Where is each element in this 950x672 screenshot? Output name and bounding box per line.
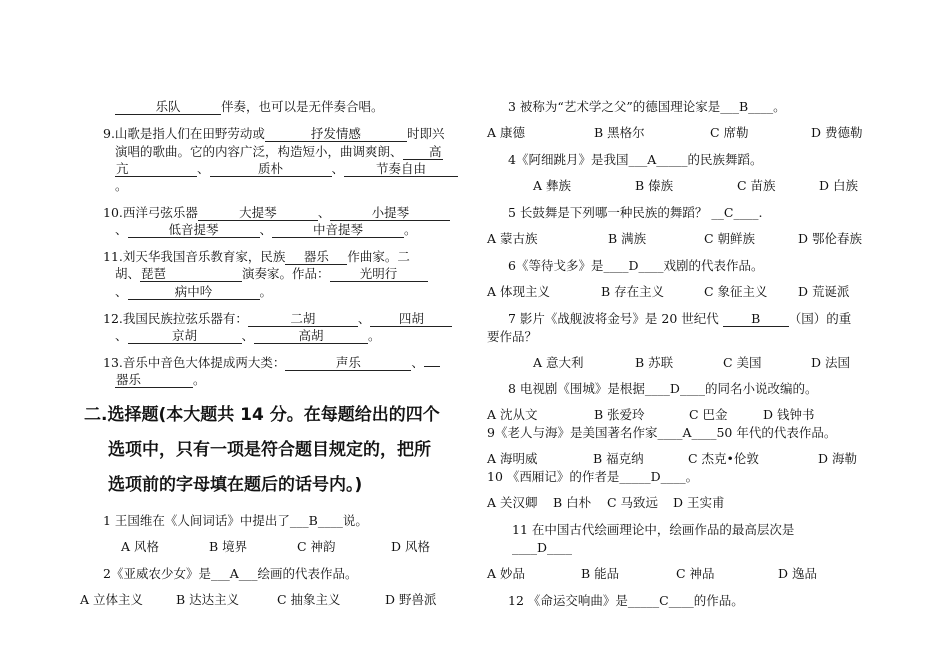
choice-question-8: 8 电视剧《围城》是根据____D____的同名小说改编的。 <box>508 381 818 396</box>
answer-blank: 中音提琴 <box>272 223 404 238</box>
option-c: C 神品 <box>676 566 715 581</box>
question-9-line-2 <box>115 144 443 160</box>
option-b: B 能品 <box>581 566 620 581</box>
choice-options-3 <box>487 125 863 141</box>
answer-blank: 大提琴 <box>198 206 318 221</box>
question-10-line-2 <box>115 222 417 238</box>
question-text: 12.我国民族拉弦乐器有： <box>103 311 248 326</box>
option-d: D 风格 <box>391 539 430 554</box>
section-heading-line-1: 二.选择题(本大题共 14 分。在每题给出的四个 <box>84 405 440 425</box>
question-text: 7 影片《战舰波将金号》是 20 世纪代 <box>508 311 719 326</box>
option-a: A 体现主义 <box>487 284 551 299</box>
question-text: 9.山歌是指人们在田野劳动或 <box>103 126 265 141</box>
question-13-line-1 <box>103 355 440 371</box>
choice-options-11 <box>487 566 817 582</box>
option-c: C 苗族 <box>737 178 776 193</box>
answer-blank: 京胡 <box>128 329 242 344</box>
option-d: D 王实甫 <box>673 495 725 510</box>
section-heading-line-2: 选项中，只有一项是符合题目规定的，把所 <box>108 440 431 460</box>
answer-blank: 高 <box>403 145 443 160</box>
choice-options-4 <box>533 178 858 194</box>
option-a: A 妙品 <box>487 566 526 581</box>
choice-question-9: 9《老人与海》是美国著名作家____A____50 年代的代表作品。 <box>487 425 837 440</box>
choice-options-8 <box>487 407 815 423</box>
question-13-line-2 <box>115 372 206 388</box>
separator: 、 <box>115 284 128 299</box>
section-heading-line-3: 选项前的字母填在题后的话号内。) <box>108 475 363 495</box>
question-9-line-1 <box>103 126 444 142</box>
separator: 、 <box>331 161 345 176</box>
answer-blank: 抒发情感 <box>265 127 407 142</box>
answer-blank: 乐队 <box>115 100 221 115</box>
question-text: 胡、 <box>115 266 141 281</box>
choice-question-4: 4《阿细跳月》是我国___A_____的民族舞蹈。 <box>508 152 763 167</box>
option-a: A 立体主义 <box>80 592 144 607</box>
choice-question-7-line-2: 要作品？ <box>487 329 538 344</box>
answer-blank: 器乐 <box>115 373 193 388</box>
answer-blank: 亢 <box>115 162 197 177</box>
choice-options-2 <box>80 592 437 608</box>
answer-blank: 病中吟 <box>128 285 260 300</box>
question-text: 13.音乐中音色大体提成两大类： <box>103 355 286 370</box>
question-11-line-1 <box>103 249 410 265</box>
option-b: B 境界 <box>209 539 248 554</box>
option-a: A 意大利 <box>533 355 584 370</box>
choice-options-6 <box>487 284 850 300</box>
option-c: C 美国 <box>723 355 762 370</box>
option-c: C 神韵 <box>297 539 336 554</box>
question-text: 时即兴 <box>406 126 445 141</box>
answer-blank: 二胡 <box>248 312 358 327</box>
answer-blank: 琵琶 <box>140 267 242 282</box>
choice-question-11-line-1: 11 在中国古代绘画理论中，绘画作品的最高层次是 <box>512 522 795 537</box>
option-a: A 海明威 <box>487 451 538 466</box>
option-a: A 彝族 <box>533 178 572 193</box>
answer-blank: 节奏自由 <box>344 162 458 177</box>
option-c: C 抽象主义 <box>277 592 341 607</box>
option-a: A 关汉卿 <box>487 495 538 510</box>
option-b: B 苏联 <box>635 355 674 370</box>
separator: 、 <box>115 328 128 343</box>
option-a: A 沈从文 <box>487 407 538 422</box>
option-c: C 象征主义 <box>704 284 768 299</box>
option-c: C 席勒 <box>710 125 749 140</box>
separator: 、 <box>259 222 273 237</box>
end-mark: 。 <box>404 222 417 237</box>
question-text: 11.刘天华我国音乐教育家，民族 <box>103 249 286 264</box>
option-d: D 费德勒 <box>811 125 863 140</box>
option-a: A 风格 <box>121 539 160 554</box>
choice-question-12: 12 《命运交响曲》是_____C____的作品。 <box>508 593 744 608</box>
question-12-line-1 <box>103 311 452 327</box>
answer-blank: 高胡 <box>254 329 368 344</box>
answer-blank: 光明行 <box>330 267 428 282</box>
choice-question-7-line-1 <box>508 311 851 327</box>
answer-blank: 器乐 <box>285 250 347 265</box>
option-b: B 黑格尔 <box>594 125 645 140</box>
option-c: C 朝鲜族 <box>704 231 756 246</box>
choice-options-1 <box>121 539 430 555</box>
choice-options-5 <box>487 231 862 247</box>
end-mark: 。 <box>193 372 206 387</box>
choice-question-5: 5 长鼓舞是下列哪一种民族的舞蹈？ __C____. <box>508 205 763 220</box>
choice-question-1: 1 王国维在《人间词话》中提出了___B____说。 <box>103 513 368 528</box>
option-a: A 康德 <box>487 125 526 140</box>
fill-in-fragment <box>115 99 384 115</box>
option-d: D 法国 <box>811 355 850 370</box>
end-mark: 。 <box>368 328 381 343</box>
end-mark: 。 <box>115 178 128 193</box>
choice-options-7 <box>533 355 850 371</box>
question-text: 演奏家。作品： <box>242 266 330 281</box>
option-d: D 荒诞派 <box>798 284 850 299</box>
separator: 、 <box>411 355 424 370</box>
option-b: B 白朴 <box>553 495 592 510</box>
option-c: C 巴金 <box>689 407 728 422</box>
option-d: D 鄂伦春族 <box>798 231 862 246</box>
question-text: 作曲家。二 <box>347 249 410 264</box>
separator: 、 <box>197 161 210 176</box>
end-mark: 。 <box>259 284 273 299</box>
separator: 、 <box>115 222 128 237</box>
option-c: C 杰克•伦敦 <box>688 451 759 466</box>
option-b: B 满族 <box>608 231 647 246</box>
answer-blank: 质朴 <box>210 162 332 177</box>
option-b: B 张爱玲 <box>594 407 645 422</box>
question-text: 10.西洋弓弦乐器 <box>103 205 198 220</box>
answer-blank: 声乐 <box>285 356 411 371</box>
question-12-line-2 <box>115 328 381 344</box>
answer-blank: 四胡 <box>370 312 452 327</box>
question-10-line-1 <box>103 205 450 221</box>
answer-blank: 小提琴 <box>330 206 450 221</box>
choice-options-10 <box>487 495 725 511</box>
option-d: D 野兽派 <box>385 592 437 607</box>
option-b: B 存在主义 <box>601 284 665 299</box>
question-text: （国）的重 <box>788 311 852 326</box>
choice-question-2: 2《亚威农少女》是___A___绘画的代表作品。 <box>103 566 358 581</box>
question-11-line-2 <box>115 266 428 282</box>
option-b: B 傣族 <box>635 178 674 193</box>
choice-question-6: 6《等待戈多》是____D____戏剧的代表作品。 <box>508 258 764 273</box>
option-c: C 马致远 <box>607 495 659 510</box>
question-text: 伴奏，也可以是无伴奏合唱。 <box>221 99 384 114</box>
option-b: B 福克纳 <box>593 451 644 466</box>
choice-question-3: 3 被称为“艺术学之父”的德国理论家是___B____。 <box>508 99 786 114</box>
question-11-line-3 <box>115 284 272 300</box>
question-9-line-3 <box>115 161 458 177</box>
option-b: B 达达主义 <box>176 592 240 607</box>
option-d: D 钱钟书 <box>763 407 815 422</box>
choice-options-9 <box>487 451 857 467</box>
choice-question-10: 10 《西厢记》的作者是_____D____。 <box>487 469 699 484</box>
answer-blank: 低音提琴 <box>128 223 260 238</box>
option-d: D 海勒 <box>818 451 857 466</box>
option-d: D 白族 <box>819 178 858 193</box>
answer-blank <box>424 366 440 367</box>
option-d: D 逸品 <box>778 566 817 581</box>
separator: 、 <box>357 311 371 326</box>
choice-question-11-line-2: ____D____ <box>512 540 573 555</box>
option-a: A 蒙古族 <box>487 231 538 246</box>
separator: 、 <box>241 328 255 343</box>
question-text: 演唱的歌曲。它的内容广泛，构造短小，曲调爽朗、 <box>115 144 403 159</box>
question-9-line-4 <box>115 178 128 194</box>
separator: 、 <box>317 205 331 220</box>
answer-blank: B <box>723 312 789 327</box>
